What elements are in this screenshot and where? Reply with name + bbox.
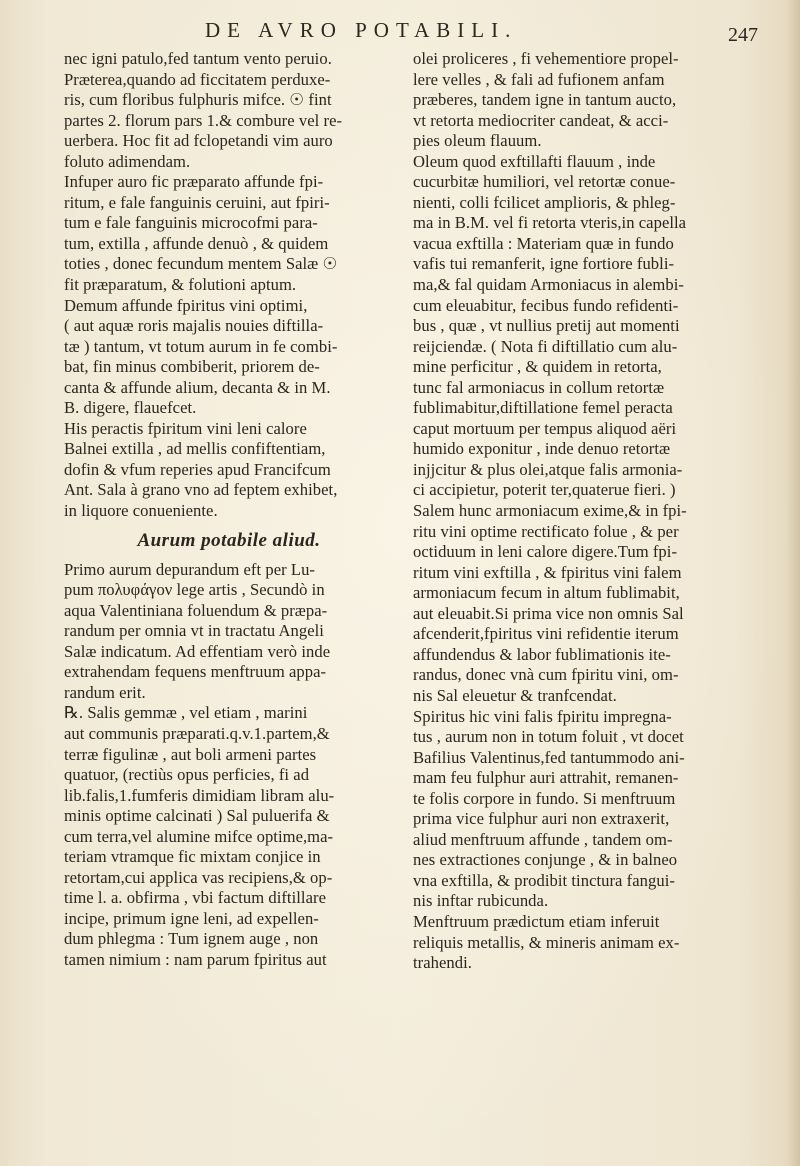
text-line: B. digere, flauefcet. — [64, 398, 197, 418]
text-line: ma in B.M. vel fi retorta vteris,in capella — [413, 213, 687, 233]
text-line: Demum affunde fpiritus vini optimi, — [64, 295, 308, 315]
text-line: bus , quæ , vt nullius pretij aut momenti — [413, 316, 680, 336]
paragraph — [64, 703, 394, 970]
text-line: olei proliceres , fi vehementiore propel- — [413, 49, 679, 68]
text-line: Primo aurum depurandum eft per Lu- — [64, 559, 315, 579]
text-line: præberes, tandem igne in tantum aucto, — [413, 90, 677, 110]
text-line: randum per omnia vt in tractatu Angeli — [64, 621, 324, 641]
text-line: tæ ) tantum, vt totum aurum in fe combi- — [64, 336, 338, 356]
text-line: ma,& fal quidam Armoniacus in alembi- — [413, 275, 684, 295]
text-line: Salem hunc armoniacum exime,& in fpi- — [413, 501, 687, 521]
text-line: armoniacum fecum in altum fublimabit, — [413, 583, 680, 603]
text-line: nis Sal eleuetur & tranfcendat. — [413, 685, 617, 705]
text-line: extrahendam fequens menftruum appa- — [64, 662, 327, 682]
text-line: cucurbitæ humiliori, vel retortæ conue- — [413, 172, 676, 192]
text-line: randum erit. — [64, 682, 146, 702]
text-line: dofin & vfum reperies apud Francifcum — [64, 459, 331, 479]
text-line: randus, donec vnà cum fpiritu vini, om- — [413, 665, 679, 685]
paragraph — [64, 49, 394, 172]
text-line: uerbera. Hoc fit ad fclopetandi vim auro — [64, 131, 333, 151]
text-line: vt retorta mediocriter candeat, & acci- — [413, 110, 669, 130]
text-line: fit præparatum, & folutioni aptum. — [64, 275, 297, 295]
paragraph — [64, 419, 394, 522]
text-line: lere velles , & fali ad fufionem anfam — [413, 69, 665, 89]
text-line: afcenderit,fpiritus vini refidentie iterum — [413, 624, 679, 644]
text-line: te folis corpore in fundo. Si menftruum — [413, 788, 676, 808]
text-line: cum terra,vel alumine mifce optime,ma- — [64, 826, 334, 846]
text-line: lib.falis,1.fumferis dimidiam libram alu- — [64, 785, 335, 805]
text-line: aliud menftruum affunde , tandem om- — [413, 829, 673, 849]
text-line: ci accipietur, poterit ter,quaterue fieri. ) — [413, 480, 676, 500]
text-line: foluto adimendam. — [64, 151, 191, 171]
text-line: reliquis metallis, & mineris animam ex- — [413, 932, 680, 952]
text-line: partes 2. florum pars 1.& combure vel re- — [64, 110, 343, 130]
text-line: pies oleum flauum. — [413, 131, 542, 151]
text-line: ritu vini optime rectificato folue , & per — [413, 521, 679, 541]
running-title: DE AVRO POTABILI. — [205, 18, 518, 42]
text-line: Spiritus hic vini falis fpiritu impregna- — [413, 706, 672, 726]
text-line: affundendus & labor fublimationis ite- — [413, 644, 671, 664]
text-line: mam feu fulphur auri attrahit, remanen- — [413, 768, 679, 788]
text-line: canta & affunde alium, decanta & in M. — [64, 377, 331, 397]
text-line: in liquore conueniente. — [64, 501, 218, 521]
text-line: toties , donec fecundum mentem Salæ ☉ — [64, 254, 338, 274]
right-column — [413, 49, 763, 974]
text-line: nes extractiones conjunge , & in balneo — [413, 850, 678, 870]
section-heading: Aurum potabile aliud. — [137, 529, 321, 551]
text-line: ℞. Salis gemmæ , vel etiam , marini — [64, 703, 308, 723]
text-line: trahendi. — [413, 953, 472, 973]
paragraph — [413, 152, 763, 707]
text-line: nienti, colli fcilicet amplioris, & phleg- — [413, 192, 676, 212]
paragraph — [413, 49, 763, 152]
text-line: teriam vtramque fic mixtam conjice in — [64, 847, 321, 867]
text-line: fublimabitur,diftillatione femel peracta — [413, 398, 673, 418]
text-line: His peractis fpiritum vini leni calore — [64, 418, 307, 438]
text-line: vafis tui remanferit, igne fortiore fubli- — [413, 254, 675, 274]
text-line: bat, fin minus combiberit, priorem de- — [64, 357, 320, 377]
text-line: humido exponitur , inde denuo retortæ — [413, 439, 671, 459]
text-line: incipe, primum igne leni, ad expellen- — [64, 908, 319, 928]
text-line: Menftruum prædictum etiam inferuit — [413, 911, 660, 931]
text-line: quatuor, (rectiùs opus perficies, fi ad — [64, 765, 310, 785]
paragraph — [413, 912, 763, 974]
text-line: Oleum quod exftillafti flauum , inde — [413, 151, 656, 171]
text-line: ritum, e fale fanguinis ceruini, aut fpiri- — [64, 192, 330, 212]
text-line: ris, cum floribus fulphuris mifce. ☉ fint — [64, 90, 332, 110]
text-line: aqua Valentiniana foluendum & præpa- — [64, 600, 328, 620]
paragraph — [64, 560, 394, 704]
text-line: nis inftar rubicunda. — [413, 891, 549, 911]
text-line: caput mortuum per tempus aliquod aëri — [413, 418, 677, 438]
text-line: Ant. Sala à grano vno ad feptem exhibet, — [64, 480, 338, 500]
text-line: retortam,cui applica vas recipiens,& op- — [64, 867, 333, 887]
text-line: pum πολυφάγον lege artis , Secundò in — [64, 580, 325, 600]
text-line: tum, extilla , affunde denuò , & quidem — [64, 233, 329, 253]
text-line: injjcitur & plus olei,atque falis armonia- — [413, 459, 683, 479]
text-line: tunc fal armoniacus in collum retortæ — [413, 377, 665, 397]
text-line: dum phlegma : Tum ignem auge , non — [64, 929, 319, 949]
text-line: Salæ indicatum. Ad effentiam verò inde — [64, 641, 331, 661]
text-line: vacua exftilla : Materiam quæ in fundo — [413, 233, 674, 253]
text-line: tum e fale fanguinis microcofmi para- — [64, 213, 318, 233]
text-line: octiduum in leni calore digere.Tum fpi- — [413, 542, 678, 562]
text-line: Infuper auro fic præparato affunde fpi- — [64, 172, 324, 192]
text-line: tamen nimium : nam parum fpiritus aut — [64, 949, 327, 969]
text-line: Balnei extilla , ad mellis confiftentiam, — [64, 439, 326, 459]
paragraph — [413, 707, 763, 912]
text-line: aut eleuabit.Si prima vice non omnis Sal — [413, 603, 684, 623]
paragraph — [64, 172, 394, 295]
text-line: terræ figulinæ , aut boli armeni partes — [64, 744, 317, 764]
text-line: ( aut aquæ roris majalis nouies diftilla- — [64, 316, 324, 336]
text-line: minis optime calcinati ) Sal puluerifa & — [64, 806, 330, 826]
text-line: Præterea,quando ad ficcitatem perduxe- — [64, 69, 331, 89]
text-line: tus , aurum non in totum foluit , vt docet — [413, 727, 684, 747]
paragraph — [64, 296, 394, 419]
text-line: aut communis præparati.q.v.1.partem,& — [64, 723, 330, 743]
left-column — [64, 49, 394, 971]
text-line: cum eleuabitur, fecibus fundo refidenti- — [413, 295, 679, 315]
text-line: nec igni patulo,fed tantum vento peruio. — [64, 49, 332, 68]
text-line: Bafilius Valentinus,fed tantummodo ani- — [413, 747, 685, 767]
page-number: 247 — [728, 24, 758, 46]
text-line: reijciendæ. ( Nota fi diftillatio cum alu- — [413, 336, 678, 356]
text-line: time l. a. obfirma , vbi factum diftillare — [64, 888, 326, 908]
text-line: ritum vini exftilla , & fpiritus vini falem — [413, 562, 682, 582]
text-line: prima vice fulphur auri non extraxerit, — [413, 809, 670, 829]
text-line: mine perficitur , & quidem in retorta, — [413, 357, 662, 377]
page-edge-shadow — [786, 0, 800, 1166]
page-header — [0, 18, 800, 50]
text-line: vna exftilla, & prodibit tinctura fangui- — [413, 870, 675, 890]
